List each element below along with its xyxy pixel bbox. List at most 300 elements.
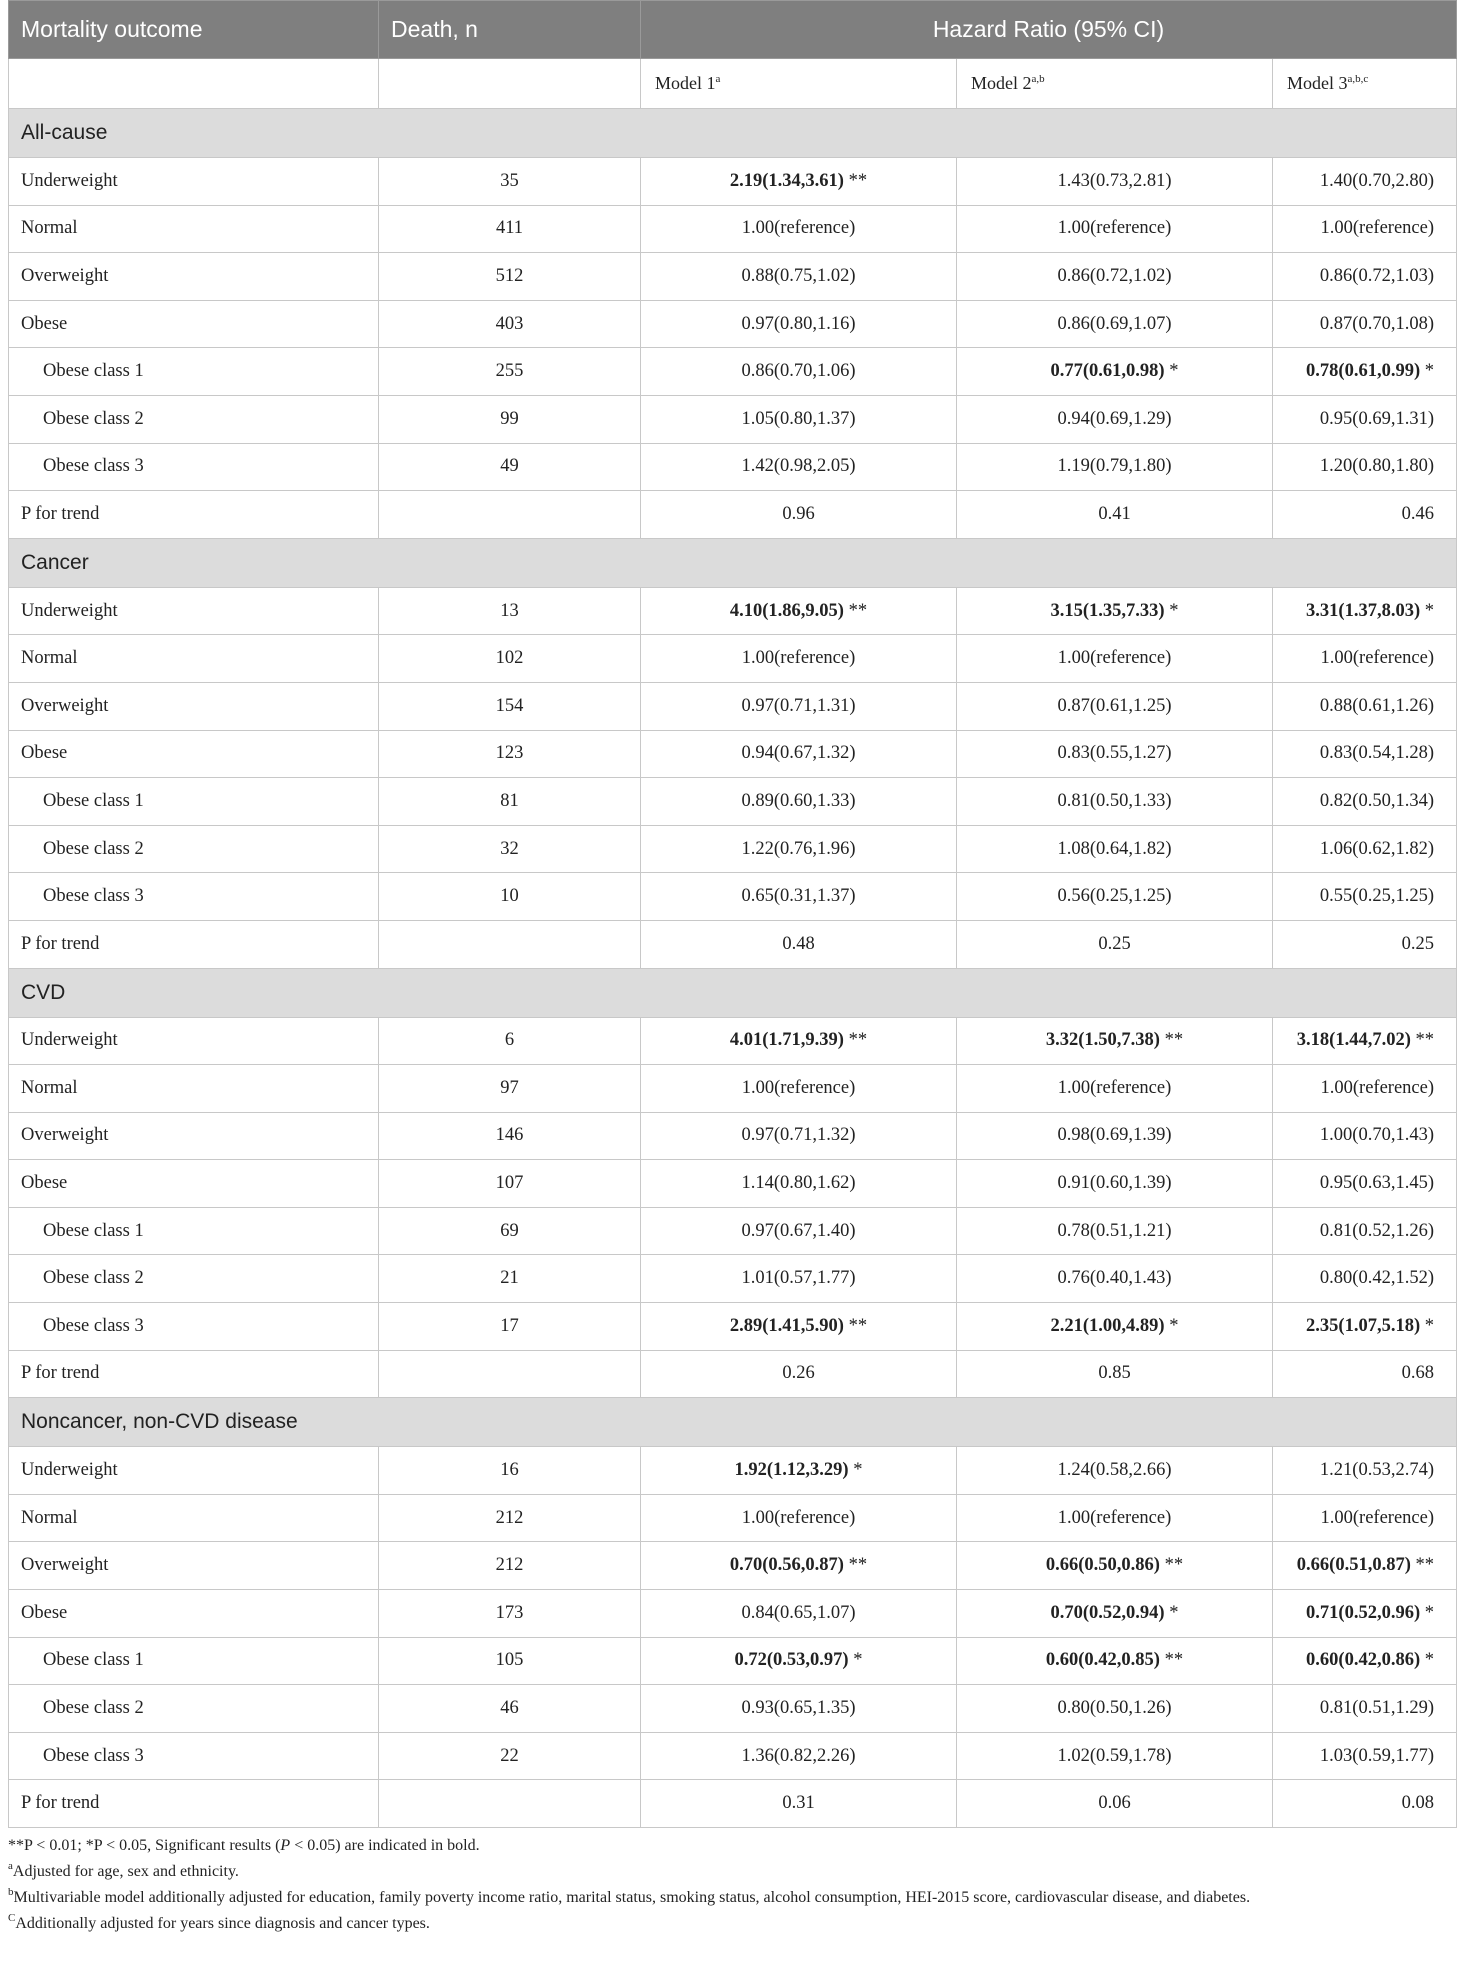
- hazard-ratio-value: 1.00(reference): [741, 648, 856, 669]
- row-label: Obese class 3: [9, 1303, 379, 1351]
- hazard-ratio-value: 0.95(0.69,1.31): [1319, 408, 1434, 429]
- hazard-ratio-value: 0.25: [1401, 933, 1434, 954]
- hazard-ratio-model-1: [641, 1732, 957, 1780]
- hazard-ratio-model-3: [1273, 682, 1457, 730]
- hazard-ratio-model-2: [957, 1065, 1273, 1113]
- hazard-ratio-value: 0.88(0.75,1.02): [741, 265, 856, 286]
- hazard-ratio-model-1: [641, 1255, 957, 1303]
- significance-marker: *: [1164, 600, 1179, 621]
- table-row: [9, 1207, 1457, 1255]
- row-label: Obese: [9, 730, 379, 778]
- hazard-ratio-model-2: [957, 1255, 1273, 1303]
- row-label: Obese class 1: [9, 778, 379, 826]
- hazard-ratio-value: 0.94(0.67,1.32): [741, 743, 856, 764]
- table-row: [9, 1160, 1457, 1208]
- footnote-b-sup: b: [8, 1886, 14, 1898]
- hazard-ratio-model-2: [957, 587, 1273, 635]
- section-title: Noncancer, non-CVD disease: [9, 1398, 1457, 1447]
- death-count: 6: [379, 1017, 641, 1065]
- hazard-ratio-value: 1.00(reference): [1057, 218, 1172, 239]
- hazard-ratio-model-3: [1273, 253, 1457, 301]
- row-label: Obese: [9, 1590, 379, 1638]
- hazard-ratio-value: 1.00(reference): [1320, 648, 1434, 669]
- hazard-ratio-model-2: [957, 1590, 1273, 1638]
- table-row: [9, 730, 1457, 778]
- significance-marker: **: [1159, 1650, 1184, 1671]
- model-2-header: [957, 59, 1273, 109]
- hazard-ratio-model-1: [641, 682, 957, 730]
- hazard-ratio-value: 0.08: [1401, 1793, 1434, 1814]
- section-title: Cancer: [9, 538, 1457, 587]
- hazard-ratio-model-1: [641, 1685, 957, 1733]
- hazard-ratio-value: 0.70(0.56,0.87): [729, 1555, 844, 1576]
- hazard-ratio-value: 0.91(0.60,1.39): [1057, 1173, 1172, 1194]
- death-count: 146: [379, 1112, 641, 1160]
- hazard-ratio-model-3: [1273, 1112, 1457, 1160]
- row-label: Overweight: [9, 1112, 379, 1160]
- row-label: Normal: [9, 1065, 379, 1113]
- death-count: 173: [379, 1590, 641, 1638]
- hazard-ratio-value: 0.86(0.69,1.07): [1057, 313, 1172, 334]
- hazard-ratio-model-1: [641, 587, 957, 635]
- section-row: [9, 538, 1457, 587]
- row-label: Underweight: [9, 587, 379, 635]
- footnote-a-sup: a: [8, 1860, 13, 1872]
- model-header-empty-1: [9, 59, 379, 109]
- hazard-ratio-value: 0.71(0.52,0.96): [1306, 1602, 1421, 1623]
- hazard-ratio-model-1: [641, 443, 957, 491]
- death-count: 411: [379, 205, 641, 253]
- row-label: P for trend: [9, 491, 379, 539]
- hazard-ratio-value: 0.26: [782, 1363, 815, 1384]
- hazard-ratio-value: 1.06(0.62,1.82): [1319, 838, 1434, 859]
- hazard-ratio-value: 0.96: [782, 503, 815, 524]
- row-label: P for trend: [9, 920, 379, 968]
- row-label: Obese class 3: [9, 873, 379, 921]
- hazard-ratio-value: 1.05(0.80,1.37): [741, 408, 856, 429]
- hazard-ratio-model-2: [957, 873, 1273, 921]
- table-row: [9, 635, 1457, 683]
- significance-marker: **: [843, 600, 868, 621]
- row-label: Obese class 1: [9, 348, 379, 396]
- hazard-ratio-model-2: [957, 1732, 1273, 1780]
- row-label: Obese class 2: [9, 1255, 379, 1303]
- significance-marker: **: [1410, 1555, 1434, 1576]
- hazard-ratio-value: 0.87(0.61,1.25): [1057, 695, 1172, 716]
- hazard-ratio-value: 1.21(0.53,2.74): [1319, 1460, 1434, 1481]
- hazard-ratio-value: 1.00(reference): [1057, 648, 1172, 669]
- hazard-ratio-model-2: [957, 395, 1273, 443]
- hazard-ratio-value: 3.15(1.35,7.33): [1050, 600, 1165, 621]
- death-count: 22: [379, 1732, 641, 1780]
- hazard-ratio-value: 3.18(1.44,7.02): [1296, 1030, 1411, 1051]
- hazard-ratio-value: 0.88(0.61,1.26): [1319, 695, 1434, 716]
- row-label: Obese class 2: [9, 395, 379, 443]
- death-count: 105: [379, 1637, 641, 1685]
- death-count: [379, 491, 641, 539]
- hazard-ratio-value: 2.89(1.41,5.90): [729, 1315, 844, 1336]
- death-count: 49: [379, 443, 641, 491]
- footnote-a: [8, 1856, 1456, 1882]
- table-row: [9, 1447, 1457, 1495]
- hazard-ratio-value: 1.00(0.70,1.43): [1319, 1125, 1434, 1146]
- hazard-ratio-model-2: [957, 635, 1273, 683]
- row-label: Obese class 1: [9, 1207, 379, 1255]
- footnote-significance: [8, 1836, 1456, 1856]
- hazard-ratio-model-3: [1273, 300, 1457, 348]
- death-count: [379, 1350, 641, 1398]
- hazard-ratio-value: 1.00(reference): [1320, 1077, 1434, 1098]
- table-row: [9, 778, 1457, 826]
- hazard-ratio-value: 0.56(0.25,1.25): [1057, 886, 1172, 907]
- hazard-ratio-value: 1.01(0.57,1.77): [741, 1268, 856, 1289]
- hazard-ratio-value: 1.00(reference): [741, 1077, 856, 1098]
- footnote-significance-p: P: [280, 1837, 291, 1854]
- significance-marker: *: [1164, 361, 1179, 382]
- hazard-ratio-model-2: [957, 1017, 1273, 1065]
- hazard-ratio-model-2: [957, 348, 1273, 396]
- hazard-ratio-value: 0.65(0.31,1.37): [741, 886, 856, 907]
- death-count: 123: [379, 730, 641, 778]
- table-row: [9, 158, 1457, 206]
- hazard-ratio-value: 1.03(0.59,1.77): [1319, 1745, 1434, 1766]
- hazard-ratio-model-2: [957, 1494, 1273, 1542]
- hazard-ratio-value: 1.00(reference): [1057, 1077, 1172, 1098]
- row-label: Overweight: [9, 1542, 379, 1590]
- footnote-c-sup: C: [8, 1912, 16, 1924]
- hazard-ratio-model-3: [1273, 920, 1457, 968]
- hazard-ratio-value: 3.32(1.50,7.38): [1045, 1030, 1160, 1051]
- death-count: 16: [379, 1447, 641, 1495]
- hazard-ratio-model-2: [957, 158, 1273, 206]
- death-count: 10: [379, 873, 641, 921]
- significance-marker: *: [1420, 1650, 1434, 1671]
- hazard-ratio-model-3: [1273, 1255, 1457, 1303]
- hazard-ratio-model-3: [1273, 1065, 1457, 1113]
- model-3-label: Model 3: [1287, 73, 1348, 93]
- hazard-ratio-value: 1.22(0.76,1.96): [741, 838, 856, 859]
- death-count: 154: [379, 682, 641, 730]
- hazard-ratio-model-3: [1273, 1207, 1457, 1255]
- hazard-ratio-model-3: [1273, 1447, 1457, 1495]
- row-label: P for trend: [9, 1780, 379, 1828]
- table-row: [9, 682, 1457, 730]
- table-row: [9, 1112, 1457, 1160]
- significance-marker: **: [1159, 1555, 1184, 1576]
- table-row: [9, 1685, 1457, 1733]
- table-row: [9, 1350, 1457, 1398]
- table-row: [9, 300, 1457, 348]
- table-row: [9, 1494, 1457, 1542]
- significance-marker: *: [1420, 1602, 1434, 1623]
- hazard-ratio-value: 0.80(0.42,1.52): [1319, 1268, 1434, 1289]
- hazard-ratio-model-3: [1273, 730, 1457, 778]
- hazard-ratio-model-1: [641, 205, 957, 253]
- hazard-ratio-model-2: [957, 1207, 1273, 1255]
- hazard-ratio-model-2: [957, 205, 1273, 253]
- hazard-ratio-value: 1.00(reference): [741, 218, 856, 239]
- row-label: P for trend: [9, 1350, 379, 1398]
- hazard-ratio-model-3: [1273, 1542, 1457, 1590]
- hazard-ratio-model-3: [1273, 1350, 1457, 1398]
- hazard-ratio-model-3: [1273, 395, 1457, 443]
- significance-marker: *: [1420, 600, 1434, 621]
- hazard-ratio-value: 1.00(reference): [1320, 1507, 1434, 1528]
- row-label: Normal: [9, 205, 379, 253]
- hazard-ratio-value: 0.81(0.52,1.26): [1319, 1220, 1434, 1241]
- death-count: 512: [379, 253, 641, 301]
- hazard-ratio-value: 1.00(reference): [1320, 218, 1434, 239]
- table-body: [9, 1, 1457, 1828]
- section-row: [9, 968, 1457, 1017]
- row-label: Obese class 3: [9, 443, 379, 491]
- section-title: CVD: [9, 968, 1457, 1017]
- hazard-ratio-value: 2.35(1.07,5.18): [1306, 1315, 1421, 1336]
- table-row: [9, 443, 1457, 491]
- significance-marker: *: [1420, 361, 1434, 382]
- hazard-ratio-model-1: [641, 300, 957, 348]
- hazard-ratio-value: 1.43(0.73,2.81): [1057, 170, 1172, 191]
- hazard-ratio-model-2: [957, 1112, 1273, 1160]
- table-container: [8, 0, 1456, 1934]
- hazard-ratio-model-3: [1273, 205, 1457, 253]
- model-1-label: Model 1: [655, 73, 716, 93]
- death-count: 81: [379, 778, 641, 826]
- hazard-ratio-model-1: [641, 1065, 957, 1113]
- hazard-ratio-model-3: [1273, 1685, 1457, 1733]
- row-label: Underweight: [9, 1447, 379, 1495]
- hazard-ratio-model-1: [641, 395, 957, 443]
- hazard-ratio-model-2: [957, 443, 1273, 491]
- hazard-ratio-value: 0.41: [1098, 503, 1131, 524]
- hazard-ratio-model-3: [1273, 635, 1457, 683]
- significance-marker: **: [1410, 1030, 1434, 1051]
- hazard-ratio-model-3: [1273, 873, 1457, 921]
- row-label: Underweight: [9, 1017, 379, 1065]
- hazard-ratio-value: 1.24(0.58,2.66): [1057, 1460, 1172, 1481]
- row-label: Obese: [9, 1160, 379, 1208]
- death-count: 403: [379, 300, 641, 348]
- table-row: [9, 1017, 1457, 1065]
- hazard-ratio-value: 2.19(1.34,3.61): [729, 170, 844, 191]
- death-count: 13: [379, 587, 641, 635]
- hazard-ratio-value: 1.36(0.82,2.26): [741, 1745, 856, 1766]
- table-row: [9, 1303, 1457, 1351]
- table-row: [9, 253, 1457, 301]
- death-count: 102: [379, 635, 641, 683]
- hazard-ratio-model-2: [957, 1350, 1273, 1398]
- hazard-ratio-value: 0.87(0.70,1.08): [1319, 313, 1434, 334]
- significance-marker: *: [848, 1650, 863, 1671]
- hazard-ratio-model-1: [641, 253, 957, 301]
- death-count: 46: [379, 1685, 641, 1733]
- footnote-significance-text-b: < 0.05) are indicated in bold.: [290, 1837, 480, 1854]
- hazard-ratio-value: 0.78(0.51,1.21): [1057, 1220, 1172, 1241]
- hazard-ratio-value: 0.68: [1401, 1363, 1434, 1384]
- row-label: Obese: [9, 300, 379, 348]
- hazard-ratio-model-3: [1273, 587, 1457, 635]
- hazard-ratio-value: 0.97(0.71,1.31): [741, 695, 856, 716]
- model-2-label: Model 2: [971, 73, 1032, 93]
- hazard-ratio-value: 1.14(0.80,1.62): [741, 1173, 856, 1194]
- hazard-ratio-value: 0.60(0.42,0.85): [1045, 1650, 1160, 1671]
- table-row: [9, 1590, 1457, 1638]
- hazard-ratio-model-3: [1273, 1017, 1457, 1065]
- significance-marker: **: [843, 170, 868, 191]
- hazard-ratio-model-3: [1273, 778, 1457, 826]
- hazard-ratio-value: 0.84(0.65,1.07): [741, 1602, 856, 1623]
- hazard-ratio-value: 0.93(0.65,1.35): [741, 1698, 856, 1719]
- significance-marker: **: [843, 1315, 868, 1336]
- hazard-ratio-table: [8, 0, 1457, 1828]
- hazard-ratio-model-1: [641, 348, 957, 396]
- hazard-ratio-model-2: [957, 1303, 1273, 1351]
- hazard-ratio-value: 0.06: [1098, 1793, 1131, 1814]
- hazard-ratio-model-2: [957, 1780, 1273, 1828]
- hazard-ratio-value: 1.92(1.12,3.29): [734, 1460, 849, 1481]
- hazard-ratio-model-2: [957, 1685, 1273, 1733]
- section-row: [9, 109, 1457, 158]
- hazard-ratio-model-1: [641, 1207, 957, 1255]
- header-row: [9, 1, 1457, 59]
- hazard-ratio-model-3: [1273, 491, 1457, 539]
- hazard-ratio-value: 2.21(1.00,4.89): [1050, 1315, 1165, 1336]
- row-label: Normal: [9, 635, 379, 683]
- row-label: Normal: [9, 1494, 379, 1542]
- hazard-ratio-value: 1.42(0.98,2.05): [741, 456, 856, 477]
- table-row: [9, 491, 1457, 539]
- hazard-ratio-value: 0.25: [1098, 933, 1131, 954]
- death-count: 17: [379, 1303, 641, 1351]
- hazard-ratio-value: 0.66(0.50,0.86): [1045, 1555, 1160, 1576]
- table-row: [9, 1637, 1457, 1685]
- row-label: Obese class 1: [9, 1637, 379, 1685]
- death-count: 255: [379, 348, 641, 396]
- hazard-ratio-value: 4.10(1.86,9.05): [729, 600, 844, 621]
- hazard-ratio-value: 0.98(0.69,1.39): [1057, 1125, 1172, 1146]
- footnote-significance-text-a: **P < 0.01; *P < 0.05, Significant results (: [8, 1837, 281, 1854]
- model-3-sup: a,b,c: [1347, 73, 1369, 85]
- hazard-ratio-value: 1.08(0.64,1.82): [1057, 838, 1172, 859]
- table-row: [9, 1255, 1457, 1303]
- hazard-ratio-value: 0.97(0.71,1.32): [741, 1125, 856, 1146]
- table-row: [9, 825, 1457, 873]
- hazard-ratio-model-1: [641, 1780, 957, 1828]
- hazard-ratio-value: 1.19(0.79,1.80): [1057, 456, 1172, 477]
- significance-marker: **: [1159, 1030, 1184, 1051]
- hazard-ratio-value: 4.01(1.71,9.39): [729, 1030, 844, 1051]
- significance-marker: **: [843, 1030, 868, 1051]
- hazard-ratio-value: 0.72(0.53,0.97): [734, 1650, 849, 1671]
- footnote-c-text: Additionally adjusted for years since diagnosis and cancer types.: [15, 1915, 430, 1932]
- hazard-ratio-value: 0.66(0.51,0.87): [1296, 1555, 1411, 1576]
- hazard-ratio-model-2: [957, 778, 1273, 826]
- table-row: [9, 348, 1457, 396]
- row-label: Obese class 2: [9, 1685, 379, 1733]
- table-row: [9, 873, 1457, 921]
- hazard-ratio-value: 0.31: [782, 1793, 815, 1814]
- significance-marker: *: [1420, 1315, 1434, 1336]
- hazard-ratio-model-2: [957, 730, 1273, 778]
- table-row: [9, 1732, 1457, 1780]
- death-count: 32: [379, 825, 641, 873]
- death-count: 212: [379, 1542, 641, 1590]
- footnote-c: [8, 1908, 1456, 1934]
- death-count: 99: [379, 395, 641, 443]
- hazard-ratio-model-1: [641, 1350, 957, 1398]
- hazard-ratio-model-3: [1273, 1732, 1457, 1780]
- hazard-ratio-value: 1.40(0.70,2.80): [1319, 170, 1434, 191]
- hazard-ratio-model-2: [957, 1160, 1273, 1208]
- hazard-ratio-value: 0.60(0.42,0.86): [1306, 1650, 1421, 1671]
- hazard-ratio-value: 0.77(0.61,0.98): [1050, 361, 1165, 382]
- hazard-ratio-value: 0.89(0.60,1.33): [741, 790, 856, 811]
- model-1-sup: a: [715, 73, 721, 85]
- table-row: [9, 1780, 1457, 1828]
- row-label: Overweight: [9, 682, 379, 730]
- hazard-ratio-model-1: [641, 730, 957, 778]
- table-row: [9, 395, 1457, 443]
- hazard-ratio-model-3: [1273, 825, 1457, 873]
- hazard-ratio-model-3: [1273, 1303, 1457, 1351]
- hazard-ratio-model-1: [641, 1112, 957, 1160]
- row-label: Underweight: [9, 158, 379, 206]
- hazard-ratio-model-3: [1273, 1494, 1457, 1542]
- hazard-ratio-model-2: [957, 253, 1273, 301]
- hazard-ratio-value: 0.83(0.55,1.27): [1057, 743, 1172, 764]
- footnote-a-text: Adjusted for age, sex and ethnicity.: [12, 1863, 239, 1880]
- hazard-ratio-model-2: [957, 1447, 1273, 1495]
- hazard-ratio-value: 0.97(0.67,1.40): [741, 1220, 856, 1241]
- hazard-ratio-model-2: [957, 920, 1273, 968]
- hazard-ratio-model-3: [1273, 443, 1457, 491]
- hazard-ratio-model-2: [957, 300, 1273, 348]
- significance-marker: *: [1164, 1315, 1179, 1336]
- hazard-ratio-model-1: [641, 158, 957, 206]
- hazard-ratio-model-1: [641, 873, 957, 921]
- hazard-ratio-value: 0.94(0.69,1.29): [1057, 408, 1172, 429]
- hazard-ratio-value: 0.85: [1098, 1363, 1131, 1384]
- hazard-ratio-model-1: [641, 1017, 957, 1065]
- hazard-ratio-model-1: [641, 1447, 957, 1495]
- model-3-header: [1273, 59, 1457, 109]
- header-death-n: Death, n: [379, 1, 641, 59]
- hazard-ratio-model-1: [641, 1494, 957, 1542]
- hazard-ratio-model-3: [1273, 1590, 1457, 1638]
- hazard-ratio-model-1: [641, 635, 957, 683]
- hazard-ratio-model-1: [641, 825, 957, 873]
- hazard-ratio-value: 3.31(1.37,8.03): [1306, 600, 1421, 621]
- model-1-header: [641, 59, 957, 109]
- footnote-b-text: Multivariable model additionally adjusted for education, family poverty income ratio, marital status, smoking status, alcohol consumption, HEI-2015 score, cardiovascular disease, and diabetes.: [13, 1889, 1251, 1906]
- hazard-ratio-value: 0.95(0.63,1.45): [1319, 1173, 1434, 1194]
- hazard-ratio-model-1: [641, 1303, 957, 1351]
- hazard-ratio-model-1: [641, 1160, 957, 1208]
- model-2-sup: a,b: [1031, 73, 1045, 85]
- section-row: [9, 1398, 1457, 1447]
- header-hazard-ratio: Hazard Ratio (95% CI): [641, 1, 1457, 59]
- hazard-ratio-model-2: [957, 1637, 1273, 1685]
- hazard-ratio-value: 1.02(0.59,1.78): [1057, 1745, 1172, 1766]
- hazard-ratio-model-1: [641, 1637, 957, 1685]
- hazard-ratio-value: 0.78(0.61,0.99): [1306, 361, 1421, 382]
- hazard-ratio-value: 0.76(0.40,1.43): [1057, 1268, 1172, 1289]
- hazard-ratio-value: 0.55(0.25,1.25): [1319, 886, 1434, 907]
- hazard-ratio-model-2: [957, 1542, 1273, 1590]
- significance-marker: **: [843, 1555, 868, 1576]
- header-mortality-outcome: Mortality outcome: [9, 1, 379, 59]
- death-count: 97: [379, 1065, 641, 1113]
